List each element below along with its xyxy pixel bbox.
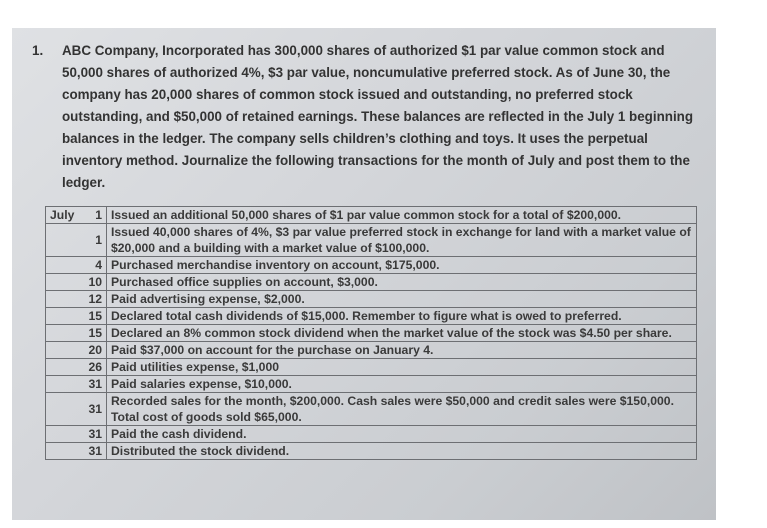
photographed-worksheet: [12, 28, 716, 520]
transaction-date-cell: [46, 426, 107, 443]
transaction-date-cell: [46, 376, 107, 393]
transaction-description: Distributed the stock dividend.: [107, 443, 697, 460]
transaction-description: Declared total cash dividends of $15,000. Remember to figure what is owed to preferred.: [107, 308, 697, 325]
transaction-row: [46, 308, 697, 325]
transaction-day: 26: [88, 360, 102, 374]
transaction-date-cell: [46, 342, 107, 359]
transaction-date-cell: [46, 291, 107, 308]
transaction-date-cell: [46, 308, 107, 325]
transaction-row: [46, 224, 697, 257]
transaction-row: [46, 325, 697, 342]
transaction-day: 1: [95, 208, 102, 222]
transaction-description: Paid advertising expense, $2,000.: [107, 291, 697, 308]
transaction-month: July: [50, 208, 75, 222]
transaction-description: Issued 40,000 shares of 4%, $3 par value preferred stock in exchange for land with a market value of $20,000 and a building with a market value of $100,000.: [107, 224, 697, 257]
transaction-description: Recorded sales for the month, $200,000. Cash sales were $50,000 and credit sales were $150,000. Total cost of goods sold $65,000.: [107, 393, 697, 426]
transaction-day: 31: [88, 377, 102, 391]
transaction-description: Paid $37,000 on account for the purchase on January 4.: [107, 342, 697, 359]
transaction-day: 1: [95, 233, 102, 247]
transaction-row: [46, 291, 697, 308]
problem-text: ABC Company, Incorporated has 300,000 shares of authorized $1 par value common stock and 50,000 shares of authorized 4%, $3 par value, noncumulative preferred stock. As of June 30, the company has 20,000 shares of common stock issued and outstanding, no preferred stock outstanding, and $50,000 of retained earnings. These balances are reflected in the July 1 beginning balances in the ledger. The company sells children’s clothing and toys. It uses the perpetual inventory method. Journalize the following transactions for the month of July and post them to the ledger.: [62, 43, 694, 190]
transaction-row: [46, 376, 697, 393]
transaction-date-cell: [46, 325, 107, 342]
transaction-date-cell: [46, 257, 107, 274]
transaction-description: Purchased merchandise inventory on account, $175,000.: [107, 257, 697, 274]
transaction-description: Issued an additional 50,000 shares of $1 par value common stock for a total of $200,000.: [107, 207, 697, 224]
transaction-day: 31: [88, 444, 102, 458]
transaction-row: [46, 257, 697, 274]
transaction-description: Paid utilities expense, $1,000: [107, 359, 697, 376]
transaction-day: 4: [95, 258, 102, 272]
transaction-row: [46, 342, 697, 359]
transaction-day: 12: [88, 292, 102, 306]
transactions-table: [45, 206, 697, 460]
transaction-description: Declared an 8% common stock dividend when the market value of the stock was $4.50 per share.: [107, 325, 697, 342]
transaction-day: 10: [88, 275, 102, 289]
transaction-date-cell: [46, 443, 107, 460]
transaction-day: 15: [88, 309, 102, 323]
transaction-day: 20: [88, 343, 102, 357]
transaction-description: Purchased office supplies on account, $3,000.: [107, 274, 697, 291]
transaction-description: Paid the cash dividend.: [107, 426, 697, 443]
transaction-date-cell: [46, 207, 107, 224]
transaction-date-cell: [46, 393, 107, 426]
transaction-row: [46, 393, 697, 426]
transaction-description: Paid salaries expense, $10,000.: [107, 376, 697, 393]
problem-number: 1.: [32, 43, 44, 58]
transaction-date-cell: [46, 359, 107, 376]
transaction-day: 31: [88, 402, 102, 416]
transaction-row: [46, 426, 697, 443]
transaction-row: [46, 207, 697, 224]
transaction-day: 31: [88, 427, 102, 441]
transaction-row: [46, 359, 697, 376]
transaction-row: [46, 443, 697, 460]
transaction-date-cell: [46, 274, 107, 291]
transaction-row: [46, 274, 697, 291]
transaction-day: 15: [88, 326, 102, 340]
transaction-date-cell: [46, 224, 107, 257]
